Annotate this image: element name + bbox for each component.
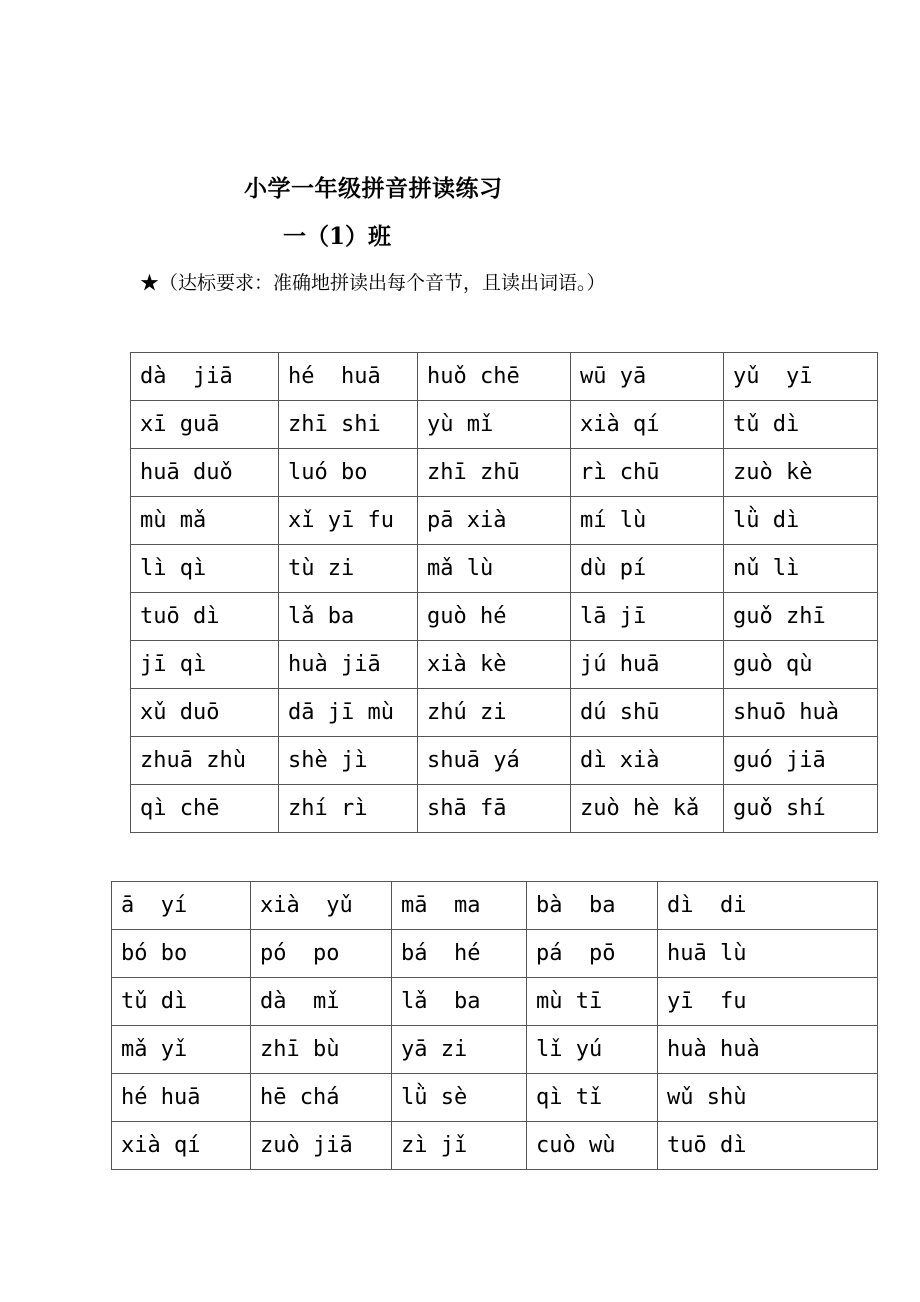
table-cell: zhī zhū xyxy=(418,449,571,497)
table-cell: jī qì xyxy=(131,641,279,689)
table-cell: qì tǐ xyxy=(527,1074,658,1122)
table-cell: xià qí xyxy=(571,401,724,449)
table-cell: luó bo xyxy=(279,449,418,497)
table-cell: pā xià xyxy=(418,497,571,545)
table-cell: dā jī mù xyxy=(279,689,418,737)
table-cell: lǜ sè xyxy=(392,1074,527,1122)
table-cell: tǔ dì xyxy=(112,978,251,1026)
table-row xyxy=(131,689,878,737)
table-cell: shuā yá xyxy=(418,737,571,785)
table-cell: dì xià xyxy=(571,737,724,785)
table-cell: yī fu xyxy=(658,978,878,1026)
table-cell: zhī bù xyxy=(251,1026,392,1074)
table-cell: zuò jiā xyxy=(251,1122,392,1170)
table-cell: hé huā xyxy=(279,353,418,401)
table-cell: xià qí xyxy=(112,1122,251,1170)
table-cell: zuò hè kǎ xyxy=(571,785,724,833)
table-cell: lǎ ba xyxy=(392,978,527,1026)
page-title: 小学一年级拼音拼读练习 xyxy=(244,175,503,202)
table-cell: xià kè xyxy=(418,641,571,689)
table-cell: xī guā xyxy=(131,401,279,449)
table-cell: dà mǐ xyxy=(251,978,392,1026)
table-cell: zuò kè xyxy=(724,449,878,497)
table-cell: pá pō xyxy=(527,930,658,978)
table-cell: zhuā zhù xyxy=(131,737,279,785)
table-row xyxy=(112,1122,878,1170)
table-cell: hē chá xyxy=(251,1074,392,1122)
table-cell: yù mǐ xyxy=(418,401,571,449)
table-cell: guò hé xyxy=(418,593,571,641)
table-cell: dà jiā xyxy=(131,353,279,401)
table-cell: xià yǔ xyxy=(251,882,392,930)
table-cell: tù zi xyxy=(279,545,418,593)
table-row xyxy=(131,737,878,785)
table-cell: mā ma xyxy=(392,882,527,930)
table-cell: mǎ lù xyxy=(418,545,571,593)
table-cell: lì qì xyxy=(131,545,279,593)
table-row xyxy=(131,497,878,545)
table-cell: shuō huà xyxy=(724,689,878,737)
table-cell: yā zi xyxy=(392,1026,527,1074)
table-row xyxy=(112,1074,878,1122)
table-row xyxy=(131,353,878,401)
table-cell: mí lù xyxy=(571,497,724,545)
table-cell: huà huà xyxy=(658,1026,878,1074)
table-cell: tuō dì xyxy=(131,593,279,641)
requirement-note: ★（达标要求：准确地拼读出每个音节，且读出词语。） xyxy=(140,272,606,294)
table-cell: qì chē xyxy=(131,785,279,833)
table-cell: tǔ dì xyxy=(724,401,878,449)
class-label: 一（1）班 xyxy=(283,223,392,250)
pinyin-table-1 xyxy=(130,352,878,833)
pinyin-table-2 xyxy=(111,881,878,1170)
table-cell: mù mǎ xyxy=(131,497,279,545)
table-cell: wǔ shù xyxy=(658,1074,878,1122)
table-row xyxy=(112,930,878,978)
table-cell: rì chū xyxy=(571,449,724,497)
table-cell: lǜ dì xyxy=(724,497,878,545)
table-cell: lā jī xyxy=(571,593,724,641)
table-cell: guò qù xyxy=(724,641,878,689)
table-cell: huà jiā xyxy=(279,641,418,689)
table-row xyxy=(131,401,878,449)
table-cell: zì jǐ xyxy=(392,1122,527,1170)
table-cell: bà ba xyxy=(527,882,658,930)
table-cell: cuò wù xyxy=(527,1122,658,1170)
table-cell: guó jiā xyxy=(724,737,878,785)
table-cell: shè jì xyxy=(279,737,418,785)
table-cell: mù tī xyxy=(527,978,658,1026)
table-cell: huā lù xyxy=(658,930,878,978)
table-row xyxy=(112,882,878,930)
table-row xyxy=(131,545,878,593)
table-row xyxy=(131,449,878,497)
table-cell: wū yā xyxy=(571,353,724,401)
table-cell: mǎ yǐ xyxy=(112,1026,251,1074)
table-cell: guǒ shí xyxy=(724,785,878,833)
table-cell: dù pí xyxy=(571,545,724,593)
table-cell: shā fā xyxy=(418,785,571,833)
table-row xyxy=(131,593,878,641)
table-cell: tuō dì xyxy=(658,1122,878,1170)
table-cell: bó bo xyxy=(112,930,251,978)
table-cell: lǐ yú xyxy=(527,1026,658,1074)
table-cell: huā duǒ xyxy=(131,449,279,497)
table-cell: hé huā xyxy=(112,1074,251,1122)
table-cell: lǎ ba xyxy=(279,593,418,641)
table-cell: bá hé xyxy=(392,930,527,978)
table-cell: zhú zi xyxy=(418,689,571,737)
table-row xyxy=(112,1026,878,1074)
table-cell: jú huā xyxy=(571,641,724,689)
table-cell: yǔ yī xyxy=(724,353,878,401)
table-cell: nǔ lì xyxy=(724,545,878,593)
table-cell: huǒ chē xyxy=(418,353,571,401)
table-row xyxy=(112,978,878,1026)
table-cell: ā yí xyxy=(112,882,251,930)
table-cell: zhí rì xyxy=(279,785,418,833)
table-row xyxy=(131,785,878,833)
table-cell: xǔ duō xyxy=(131,689,279,737)
table-cell: xǐ yī fu xyxy=(279,497,418,545)
table-cell: dú shū xyxy=(571,689,724,737)
table-cell: guǒ zhī xyxy=(724,593,878,641)
table-cell: pó po xyxy=(251,930,392,978)
table-cell: zhī shi xyxy=(279,401,418,449)
table-cell: dì di xyxy=(658,882,878,930)
table-row xyxy=(131,641,878,689)
